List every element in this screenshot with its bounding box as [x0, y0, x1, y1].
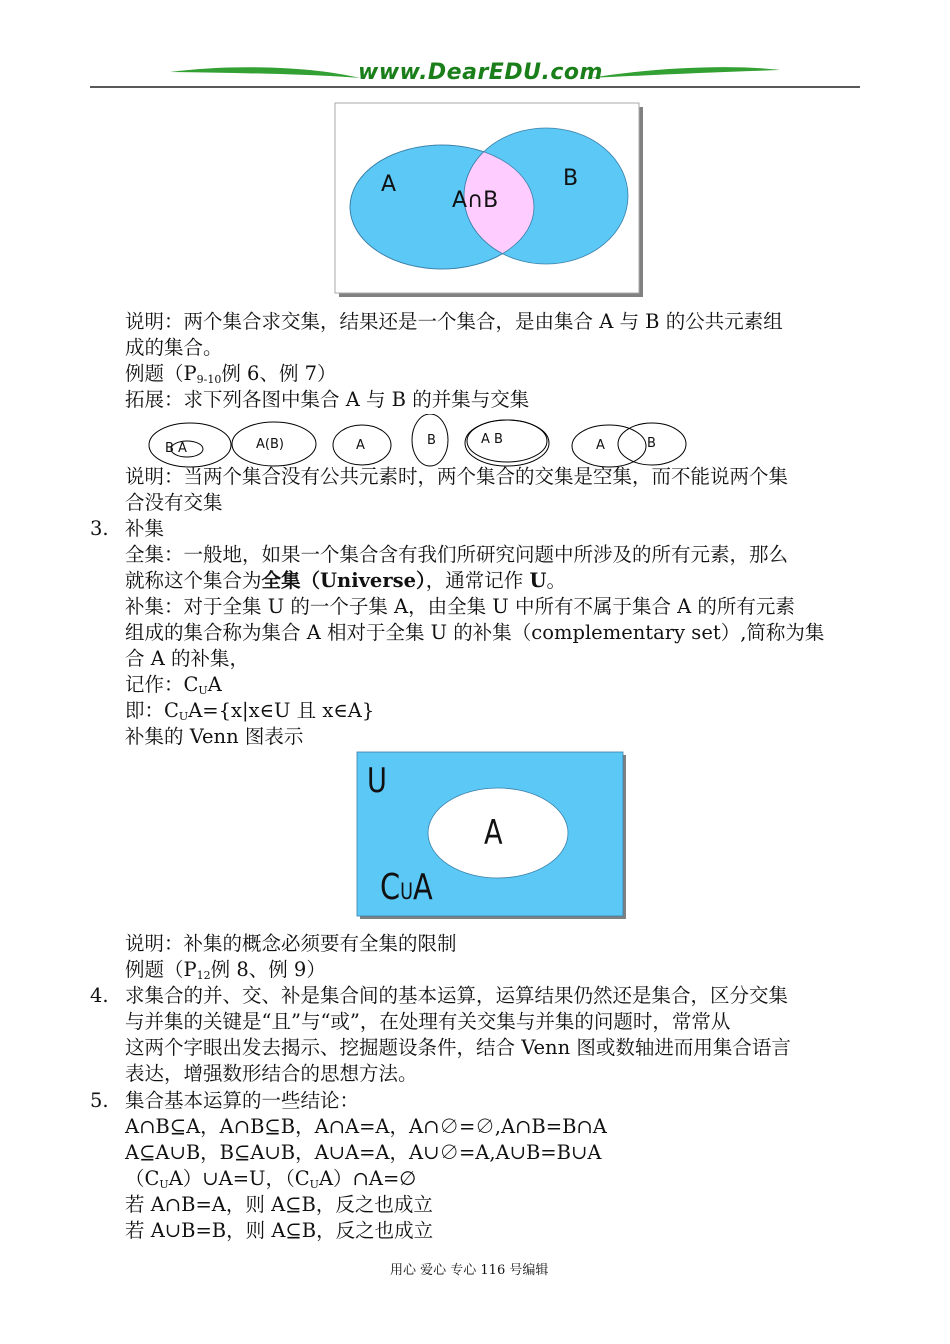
text-line: 求集合的并、交、补是集合间的基本运算，运算结果仍然还是集合，区分交集: [125, 984, 789, 1007]
text-line: 补集：对于全集 U 的一个子集 A，由全集 U 中所有不属于集合 A 的所有元素: [125, 595, 795, 618]
diagram3-label-b: B: [427, 433, 436, 448]
text-line: 说明：当两个集合没有公共元素时，两个集合的交集是空集，而不能说两个集: [125, 465, 789, 488]
set-builder-line: 即：$C_UA=\{x|x\in U$ 且 x∈A}: [125, 699, 375, 723]
complement-venn-diagram: [356, 751, 628, 921]
text-line: 全集：一般地，如果一个集合含有我们所研究问题中所涉及的所有元素，那么: [125, 543, 789, 566]
text-line: 说明：补集的概念必须要有全集的限制: [125, 932, 457, 955]
section-number: 5.: [90, 1089, 109, 1112]
venn1-label-a: A: [381, 172, 397, 197]
intersection-venn-diagram: [334, 102, 646, 300]
site-logo-text: www.DearEDU.com: [358, 60, 603, 85]
formula-line: $(C_UA)\cup A=U$，$(C_UA)\cap A=\emptyset$: [125, 1167, 417, 1191]
header-logo: [90, 58, 860, 92]
text-line: 这两个字眼出发去揭示、挖掘题设条件，结合 Venn 图或数轴进而用集合语言: [125, 1036, 791, 1059]
venn1-label-intersection: A∩B: [452, 188, 499, 213]
complement-label: CUA: [380, 867, 433, 908]
example-ref-line: 例题（$P_{12}$例 8、例 9）: [125, 958, 326, 982]
text-line: 合 A 的补集，: [125, 647, 249, 670]
formula-line: A⊆A∪B，B⊆A∪B，A∪A=A，A∪∅=A,A∪B=B∪A: [125, 1141, 602, 1164]
text-line: 拓展：求下列各图中集合 A 与 B 的并集与交集: [125, 388, 530, 411]
universe-definition-line: 就称这个集合为全集（Universe），通常记作 U。: [125, 569, 566, 592]
diagram5-label-b: B: [647, 436, 656, 451]
diagram4-label: A B: [481, 432, 503, 447]
text-line: 说明：两个集合求交集，结果还是一个集合，是由集合 A 与 B 的公共元素组: [125, 310, 783, 333]
small-set-diagrams: [140, 414, 700, 470]
text-line: 组成的集合称为集合 A 相对于全集 U 的补集（complementary set）,简称为集: [125, 621, 825, 644]
diagram1-label: B A: [165, 441, 187, 456]
formula-line: A∩B⊆A，A∩B⊆B，A∩A=A，A∩∅=∅,A∩B=B∩A: [125, 1115, 607, 1138]
section-title: 补集: [125, 517, 165, 540]
diagram2-label: A(B): [256, 437, 284, 452]
formula-line: 若 A∪B=B，则 A⊆B，反之也成立: [125, 1219, 434, 1242]
notation-line: 记作：$C_UA$: [125, 673, 222, 697]
text-line: 成的集合。: [125, 336, 223, 359]
universe-label: U: [367, 761, 387, 801]
example-ref-line: 例题（$P_{9-10}$例 6、例 7）: [125, 362, 337, 386]
section-number: 3.: [90, 517, 109, 540]
text-line: 合没有交集: [125, 491, 223, 514]
page-footer: 用心 爱心 专心 116 号编辑: [390, 1263, 549, 1278]
diagram3-label-a: A: [356, 438, 365, 453]
text-line: 补集的 Venn 图表示: [125, 725, 304, 748]
diagram5-label-a: A: [596, 438, 605, 453]
text-line: 表达，增强数形结合的思想方法。: [125, 1062, 418, 1085]
venn1-label-b: B: [563, 166, 579, 191]
text-line: 与并集的关键是“且”与“或”，在处理有关交集与并集的问题时，常常从: [125, 1010, 731, 1033]
section-number: 4.: [90, 984, 109, 1007]
venn2-label-a: A: [484, 813, 503, 853]
formula-line: 若 A∩B=A，则 A⊆B，反之也成立: [125, 1193, 433, 1216]
section-title: 集合基本运算的一些结论：: [125, 1089, 360, 1112]
